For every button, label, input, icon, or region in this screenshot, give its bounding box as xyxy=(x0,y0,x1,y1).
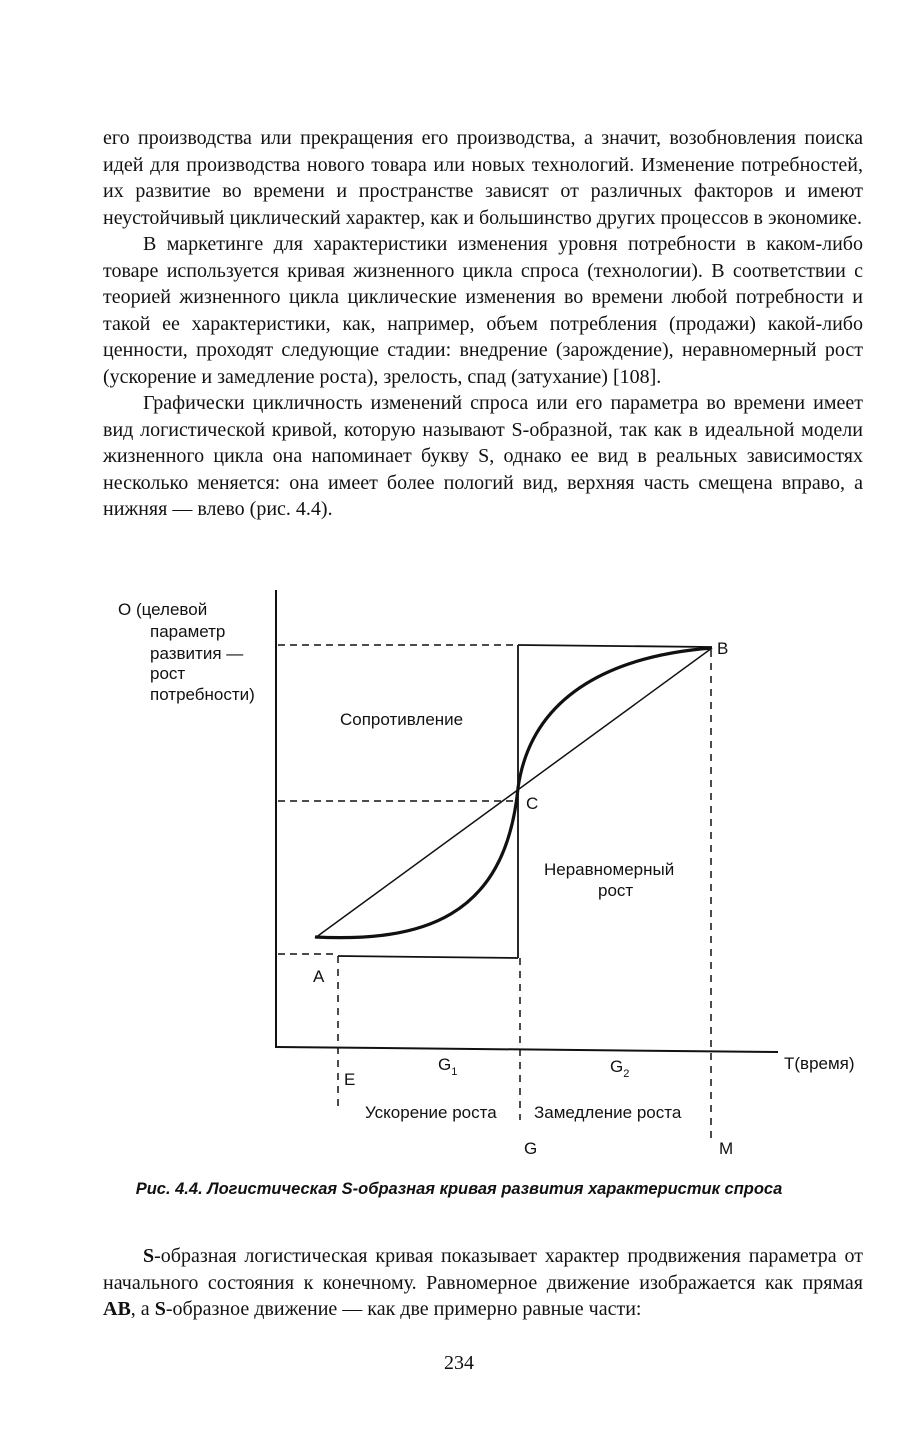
region-uneven-growth-label: рост xyxy=(598,881,634,900)
y-axis-label-line: потребности) xyxy=(150,685,255,704)
bold-s: S xyxy=(154,1298,166,1320)
body-text-bottom xyxy=(103,1243,863,1323)
paragraph: В маркетинге для характеристики изменения уровня потребности в каком-либо товаре используется кривая жизненного цикла спроса (технологии). В соответствии с теорией жизненного цикла циклические изменения во времени любой потребности и такой ее характеристики, как, например, объем потребления (продажи) какой-либо ценности, проходят следующие стадии: внедрение (зарождение), неравномерный рост (ускорение и замедление роста), зрелость, спад (затухание) [108]. xyxy=(103,233,863,388)
g1-label: $G_1$ xyxy=(438,1055,458,1078)
point-m-label: M xyxy=(719,1139,734,1158)
paragraph-text: -образное движение — как две примерно равные части: xyxy=(165,1298,642,1320)
solid-top-edge xyxy=(518,645,712,647)
logistic-curve-diagram xyxy=(0,580,918,1180)
bold-s: S xyxy=(143,1245,155,1267)
bold-ab: AB xyxy=(103,1298,131,1320)
body-text-top xyxy=(103,125,863,523)
page-number: 234 xyxy=(444,1352,474,1374)
paragraph: его производства или прекращения его производства, а значит, возобновления поиска идей для производства нового товара или новых технологий. Изменение потребностей, их развитие во времени и пространстве зависят от различных факторов и имеют неустойчивый циклический характер, как и большинство других процессов в экономике. xyxy=(103,127,863,229)
y-axis-label-line: развития — xyxy=(150,644,244,663)
region-resistance-label: Сопротивление xyxy=(340,710,464,729)
point-a-label: A xyxy=(313,967,325,986)
straight-line-ab xyxy=(315,648,712,938)
solid-bottom-edge xyxy=(338,956,518,958)
point-c-label: C xyxy=(526,794,539,813)
paragraph-text: , а xyxy=(130,1298,155,1320)
y-axis-label-line: параметр xyxy=(150,622,226,641)
acceleration-label: Ускорение роста xyxy=(365,1103,497,1122)
region-uneven-growth-label: Неравномерный xyxy=(544,860,675,879)
point-g-label: G xyxy=(524,1139,538,1158)
g2-label: $G_2$ xyxy=(610,1057,630,1080)
paragraph: Графически цикличность изменений спроса или его параметра во времени имеет вид логистической кривой, которую называют S-образной, так как в идеальной модели жизненного цикла она напоминает букву S, однако ее вид в реальных зависимостях несколько меняется: она имеет более пологий вид, верхняя часть смещена вправо, а нижняя — влево (рис. 4.4). xyxy=(103,392,863,520)
x-axis xyxy=(276,1047,778,1052)
paragraph xyxy=(103,1243,863,1323)
point-b-label: B xyxy=(717,639,729,658)
y-axis-label-line: рост xyxy=(150,664,186,683)
deceleration-label: Замедление роста xyxy=(534,1103,682,1122)
y-axis-label-line: О (целевой xyxy=(118,600,208,619)
x-axis-label: Т(время) xyxy=(784,1054,855,1073)
paragraph-text: -образная логистическая кривая показывает характер продвижения параметра от начального состояния к конечному. Равномерное движение изображается как прямая xyxy=(103,1245,863,1294)
figure-4-4 xyxy=(0,580,918,1180)
figure-caption: Рис. 4.4. Логистическая S-образная кривая развития характеристик спроса xyxy=(135,1180,783,1198)
point-e-label: E xyxy=(344,1070,356,1089)
